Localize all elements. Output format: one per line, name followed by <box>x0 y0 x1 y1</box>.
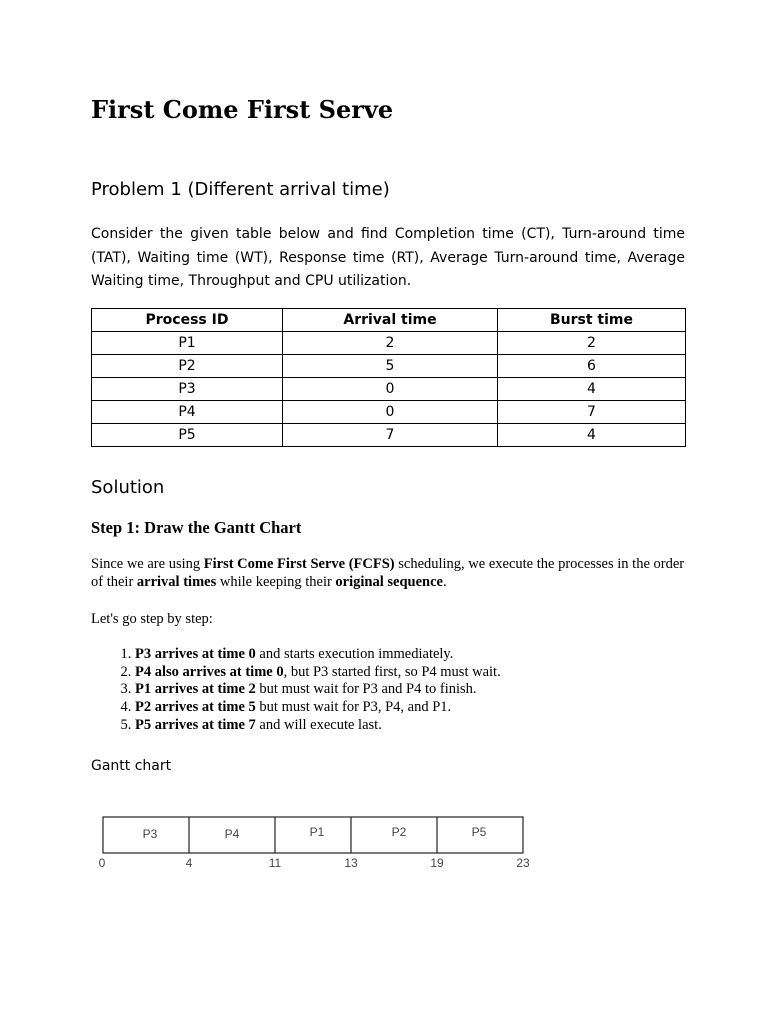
process-table <box>91 308 686 447</box>
text-span: , but P3 started first, so P4 must wait. <box>283 663 501 680</box>
solution-heading: Solution <box>91 477 165 498</box>
bold-span: First Come First Serve (FCFS) <box>203 556 395 572</box>
cell-burst-time: 7 <box>498 401 686 424</box>
cell-arrival-time: 0 <box>283 378 498 401</box>
bold-span: P2 arrives at time 5 <box>135 699 256 716</box>
bold-span: original sequence <box>335 574 443 590</box>
table-row <box>92 355 686 378</box>
gantt-block-p5: P5 <box>471 825 487 839</box>
cell-burst-time: 6 <box>498 355 686 378</box>
cell-burst-time: 4 <box>498 378 686 401</box>
cell-arrival-time: 7 <box>283 424 498 447</box>
table-row <box>92 332 686 355</box>
bold-span: P3 arrives at time 0 <box>135 646 256 662</box>
table-row <box>92 424 686 447</box>
header-burst-time: Burst time <box>498 309 686 332</box>
header-process-id: Process ID <box>92 309 283 332</box>
gantt-block-p1: P1 <box>309 825 325 839</box>
cell-burst-time: 2 <box>498 332 686 355</box>
list-item <box>135 681 501 699</box>
cell-process-id: P5 <box>92 424 283 447</box>
gantt-tick-13: 13 <box>344 856 358 870</box>
text-span: . <box>442 574 447 590</box>
list-item <box>135 717 501 735</box>
cell-arrival-time: 0 <box>283 401 498 424</box>
problem-heading: Problem 1 (Different arrival time) <box>91 179 390 200</box>
gantt-tick-23: 23 <box>516 856 530 870</box>
gantt-tick-19: 19 <box>430 856 444 870</box>
text-span: while keeping their <box>216 574 336 590</box>
list-item <box>135 646 501 664</box>
bold-span: arrival times <box>136 574 217 590</box>
steps-list <box>91 646 501 735</box>
gantt-tick-11: 11 <box>268 856 282 870</box>
intro-paragraph: Consider the given table below and find Completion time (CT), Turn-around time (TAT), Waiting time (WT), Response time (RT), Average Turn-around time, Average Waiting time, Throughput and CPU utilization. <box>91 226 685 289</box>
cell-process-id: P4 <box>92 401 283 424</box>
gantt-tick-0: 0 <box>98 856 106 870</box>
bold-span: P5 arrives at time 7 <box>135 716 256 733</box>
gantt-block-p4: P4 <box>224 827 240 841</box>
cell-process-id: P3 <box>92 378 283 401</box>
cell-arrival-time: 5 <box>283 355 498 378</box>
text-span: but must wait for P3, P4, and P1. <box>255 699 452 716</box>
text-span: and will execute last. <box>255 716 382 733</box>
gantt-tick-4: 4 <box>185 856 193 870</box>
text-span: and starts execution immediately. <box>255 646 454 662</box>
bold-span: P1 arrives at time 2 <box>135 681 256 698</box>
gantt-chart <box>95 812 535 874</box>
text-span: scheduling, we execute the processes in the order of their <box>91 556 685 590</box>
cell-process-id: P1 <box>92 332 283 355</box>
table-header-row <box>92 309 686 332</box>
list-item <box>135 699 501 717</box>
text-span: Since we are using <box>91 556 204 572</box>
fcfs-explanation <box>91 555 685 591</box>
gantt-block-p2: P2 <box>391 825 407 839</box>
gantt-block-p3: P3 <box>142 827 158 841</box>
page-title: First Come First Serve <box>91 95 394 124</box>
cell-process-id: P2 <box>92 355 283 378</box>
table-row <box>92 378 686 401</box>
table-row <box>92 401 686 424</box>
cell-burst-time: 4 <box>498 424 686 447</box>
bold-span: P4 also arrives at time 0 <box>135 663 284 680</box>
step1-heading: Step 1: Draw the Gantt Chart <box>91 518 302 537</box>
gantt-chart-label: Gantt chart <box>91 758 172 774</box>
step-by-step-intro: Let's go step by step: <box>91 611 213 627</box>
text-span: but must wait for P3 and P4 to finish. <box>255 681 477 698</box>
cell-arrival-time: 2 <box>283 332 498 355</box>
list-item <box>135 664 501 682</box>
header-arrival-time: Arrival time <box>283 309 498 332</box>
